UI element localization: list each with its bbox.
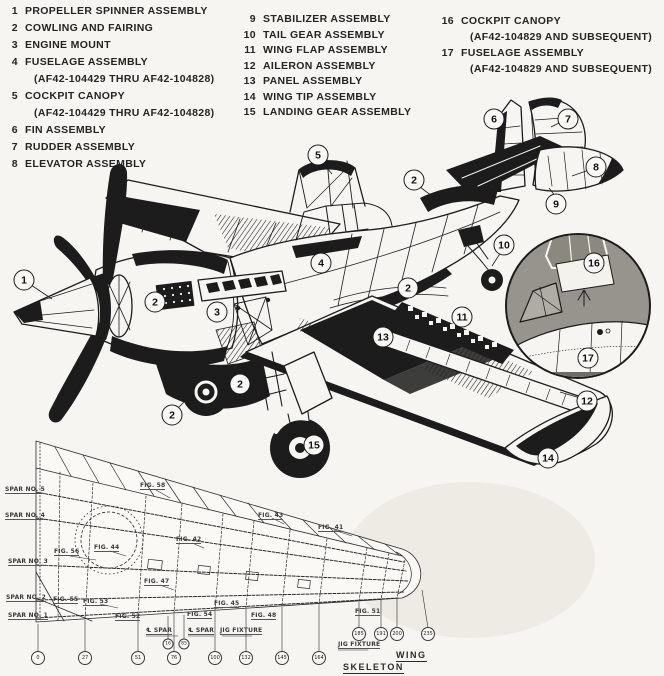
legend-item-text bbox=[461, 45, 652, 77]
legend-line: (AF42-104829 AND SUBSEQUENT) bbox=[470, 31, 653, 43]
wing-station-number: 132 bbox=[241, 655, 251, 661]
legend-item-text bbox=[263, 43, 388, 59]
callout-number: 8 bbox=[593, 161, 599, 173]
callout-number: 16 bbox=[588, 257, 600, 269]
legend-line: TAIL GEAR ASSEMBLY bbox=[263, 28, 385, 41]
skeleton-label: FIG. 53 bbox=[83, 598, 109, 605]
legend-item-number: 17 bbox=[441, 47, 454, 59]
legend-item-number: 16 bbox=[441, 15, 454, 27]
legend-line: COCKPIT CANOPY bbox=[461, 15, 561, 27]
legend-column-2 bbox=[242, 12, 411, 121]
skeleton-label: FIG. 45 bbox=[214, 600, 240, 607]
wing-station-number: 100 bbox=[210, 655, 220, 661]
legend-item bbox=[242, 12, 411, 28]
legend-item-text bbox=[263, 59, 376, 75]
wing-station-number: 16 bbox=[165, 641, 171, 647]
legend-line: COWLING AND FAIRING bbox=[25, 22, 154, 34]
callout-circle bbox=[494, 235, 515, 256]
callout-circle bbox=[14, 270, 35, 291]
legend-item-number: 4 bbox=[11, 56, 18, 68]
legend-item bbox=[4, 122, 215, 139]
wing-station-number: 191 bbox=[376, 631, 386, 637]
legend-line: PROPELLER SPINNER ASSEMBLY bbox=[25, 5, 208, 17]
wing-station-circle bbox=[312, 651, 326, 665]
callout-number: 7 bbox=[565, 113, 571, 125]
callout-number: 12 bbox=[581, 395, 593, 407]
legend-item-number: 3 bbox=[11, 39, 18, 51]
callout-number: 15 bbox=[308, 439, 320, 451]
legend-item-number: 2 bbox=[11, 22, 18, 34]
legend-line: ELEVATOR ASSEMBLY bbox=[25, 158, 147, 170]
legend-item bbox=[440, 13, 652, 45]
callout-circle bbox=[538, 448, 559, 469]
skeleton-label: FIG. 47 bbox=[144, 578, 170, 585]
wing-station-circle bbox=[179, 639, 190, 650]
callout-circle bbox=[558, 109, 579, 130]
wing-station-circle bbox=[167, 651, 181, 665]
legend-item-text bbox=[25, 54, 215, 88]
legend-line: LANDING GEAR ASSEMBLY bbox=[263, 106, 412, 118]
skeleton-label: FIG. 56 bbox=[54, 548, 80, 555]
callout-number: 1 bbox=[21, 274, 27, 286]
legend-line: RUDDER ASSEMBLY bbox=[25, 141, 136, 153]
wing-station-number: 0 bbox=[36, 655, 40, 661]
callout-circle bbox=[230, 374, 251, 395]
callout-circle bbox=[308, 145, 329, 166]
legend-item-number: 12 bbox=[243, 59, 256, 72]
skeleton-label: FIG. 48 bbox=[251, 612, 277, 619]
wing-station-circle bbox=[239, 651, 253, 665]
skeleton-label: FIG. 42 bbox=[176, 536, 202, 543]
legend-line: AILERON ASSEMBLY bbox=[263, 59, 376, 72]
wing-station-circle bbox=[352, 627, 366, 641]
wing-station-number: 76 bbox=[170, 655, 178, 661]
callout-circle bbox=[398, 278, 419, 299]
callout-circle bbox=[546, 194, 567, 215]
wing-station-circle bbox=[208, 651, 222, 665]
callout-number: 14 bbox=[542, 452, 554, 464]
skeleton-label: FIG. 41 bbox=[318, 524, 344, 531]
legend-line: PANEL ASSEMBLY bbox=[263, 75, 363, 87]
legend-item bbox=[4, 20, 215, 37]
skeleton-caption: SKELETON bbox=[343, 662, 404, 672]
callout-number: 10 bbox=[498, 239, 510, 251]
legend-item-number: 9 bbox=[249, 13, 256, 25]
legend-item bbox=[242, 43, 411, 59]
legend-column-3 bbox=[440, 13, 652, 77]
legend-item bbox=[242, 28, 411, 44]
wing-station-circle bbox=[275, 651, 289, 665]
callout-number: 9 bbox=[553, 198, 559, 210]
legend-item-text bbox=[25, 3, 208, 20]
legend-line: COCKPIT CANOPY bbox=[25, 90, 125, 102]
legend-item-number: 13 bbox=[243, 75, 256, 87]
callout-circle bbox=[145, 292, 166, 313]
legend-item-text bbox=[25, 156, 146, 173]
wing-station-number: 85 bbox=[181, 641, 187, 647]
legend-item-number: 5 bbox=[11, 90, 18, 102]
skeleton-label: SPAR NO. 4 bbox=[5, 512, 46, 519]
skeleton-label: FIG. 58 bbox=[140, 482, 166, 489]
legend-line: WING FLAP ASSEMBLY bbox=[263, 44, 388, 56]
legend-item bbox=[4, 3, 215, 20]
legend-item-number: 11 bbox=[244, 44, 256, 56]
callout-number: 2 bbox=[405, 282, 411, 294]
callout-circle bbox=[404, 170, 425, 191]
legend-line: STABILIZER ASSEMBLY bbox=[263, 13, 391, 25]
callout-number: 2 bbox=[237, 378, 243, 390]
wing-station-number: 235 bbox=[423, 631, 433, 637]
wing-station-number: 164 bbox=[314, 655, 324, 661]
legend-item-text bbox=[263, 12, 391, 28]
legend-item-text bbox=[25, 20, 153, 37]
legend-item-text bbox=[25, 139, 135, 156]
legend-item-number: 8 bbox=[11, 158, 18, 170]
tail-group bbox=[446, 98, 623, 197]
callout-circle bbox=[452, 307, 473, 328]
legend-item bbox=[4, 139, 215, 156]
legend-item-number: 1 bbox=[11, 5, 18, 17]
skeleton-label: JIG FIXTURE bbox=[338, 641, 381, 648]
callout-circle bbox=[584, 253, 605, 274]
wing-station-circle bbox=[78, 651, 92, 665]
skeleton-label: FIG. 51 bbox=[355, 608, 381, 615]
legend-item-number: 7 bbox=[11, 141, 18, 153]
legend-item-text bbox=[25, 122, 106, 139]
legend-item bbox=[242, 59, 411, 75]
callout-number: 11 bbox=[456, 311, 468, 323]
skeleton-label: FIG. 43 bbox=[258, 512, 284, 519]
skeleton-label: SPAR NO. 5 bbox=[5, 486, 46, 493]
wing-station-circle bbox=[163, 639, 174, 650]
legend-item-number: 6 bbox=[11, 124, 18, 136]
legend-item-text bbox=[25, 37, 111, 54]
skeleton-label: FIG. 52 bbox=[115, 613, 141, 620]
callout-circle bbox=[304, 435, 325, 456]
legend-column-1 bbox=[4, 3, 215, 173]
callout-circle bbox=[578, 348, 599, 369]
legend-item-text bbox=[263, 105, 411, 121]
skeleton-label: FIG. 54 bbox=[187, 611, 213, 618]
callout-circle bbox=[162, 405, 183, 426]
legend-item bbox=[4, 37, 215, 54]
legend-item-text bbox=[25, 88, 215, 122]
legend-item-text bbox=[263, 28, 385, 44]
legend-line: (AF42-104429 THRU AF42-104828) bbox=[34, 107, 215, 119]
legend-item bbox=[242, 90, 411, 106]
wing-station-number: 185 bbox=[354, 631, 364, 637]
wing-station-number: 27 bbox=[81, 655, 89, 661]
wing-station-circle bbox=[421, 627, 435, 641]
callout-number: 2 bbox=[169, 409, 175, 421]
wing-caption: WING bbox=[396, 650, 427, 660]
legend-item bbox=[4, 54, 215, 88]
callout-number: 6 bbox=[491, 113, 497, 125]
legend-line: (AF42-104429 THRU AF42-104828) bbox=[34, 73, 215, 85]
callout-number: 4 bbox=[318, 257, 324, 269]
legend-item bbox=[4, 88, 215, 122]
wing-station-circle bbox=[374, 627, 388, 641]
wing-station-number: 200 bbox=[392, 631, 402, 637]
wing-station-circle bbox=[390, 627, 404, 641]
legend-item bbox=[440, 45, 652, 77]
legend-item-text bbox=[263, 74, 362, 90]
legend-item bbox=[242, 74, 411, 90]
propeller-spinner bbox=[14, 164, 132, 423]
skeleton-label: FIG. 55 bbox=[53, 596, 79, 603]
callout-circle bbox=[484, 109, 505, 130]
callout-circle bbox=[373, 327, 394, 348]
tail-gear bbox=[458, 225, 503, 291]
legend-item bbox=[242, 105, 411, 121]
wing-station-number: 51 bbox=[134, 655, 142, 661]
callout-number: 3 bbox=[214, 306, 220, 318]
callout-circle bbox=[207, 302, 228, 323]
skeleton-label: SPAR NO. 2 bbox=[6, 594, 47, 601]
skeleton-label: ℄ SPAR bbox=[188, 627, 215, 634]
wing-station-circle bbox=[131, 651, 145, 665]
legend-line: (AF42-104829 AND SUBSEQUENT) bbox=[470, 63, 653, 75]
callout-number: 13 bbox=[377, 331, 389, 343]
callout-circle bbox=[311, 253, 332, 274]
legend-line: FIN ASSEMBLY bbox=[25, 124, 107, 136]
skeleton-label: JIG FIXTURE bbox=[220, 627, 263, 634]
wing-station-circle bbox=[31, 651, 45, 665]
legend-line: WING TIP ASSEMBLY bbox=[263, 90, 377, 103]
callout-circle bbox=[577, 391, 598, 412]
skeleton-label: SPAR NO. 3 bbox=[8, 558, 49, 565]
legend-item-text bbox=[461, 13, 652, 45]
skeleton-label: SPAR NO. 1 bbox=[8, 612, 49, 619]
legend-line: ENGINE MOUNT bbox=[25, 39, 111, 51]
legend-item-number: 10 bbox=[243, 28, 256, 41]
skeleton-label: FIG. 44 bbox=[94, 544, 120, 551]
callout-number: 17 bbox=[582, 352, 594, 364]
legend-item-number: 15 bbox=[243, 106, 256, 118]
callout-number: 5 bbox=[315, 149, 321, 161]
legend-line: FUSELAGE ASSEMBLY bbox=[25, 56, 149, 68]
callout-number: 2 bbox=[152, 296, 158, 308]
legend-item-number: 14 bbox=[243, 90, 256, 103]
skeleton-label: ℄ SPAR bbox=[146, 627, 173, 634]
legend-item bbox=[4, 156, 215, 173]
legend-line: FUSELAGE ASSEMBLY bbox=[461, 47, 585, 59]
legend-item-text bbox=[263, 90, 377, 106]
callout-number: 2 bbox=[411, 174, 417, 186]
wing-station-number: 145 bbox=[277, 655, 287, 661]
callout-circle bbox=[586, 157, 607, 178]
